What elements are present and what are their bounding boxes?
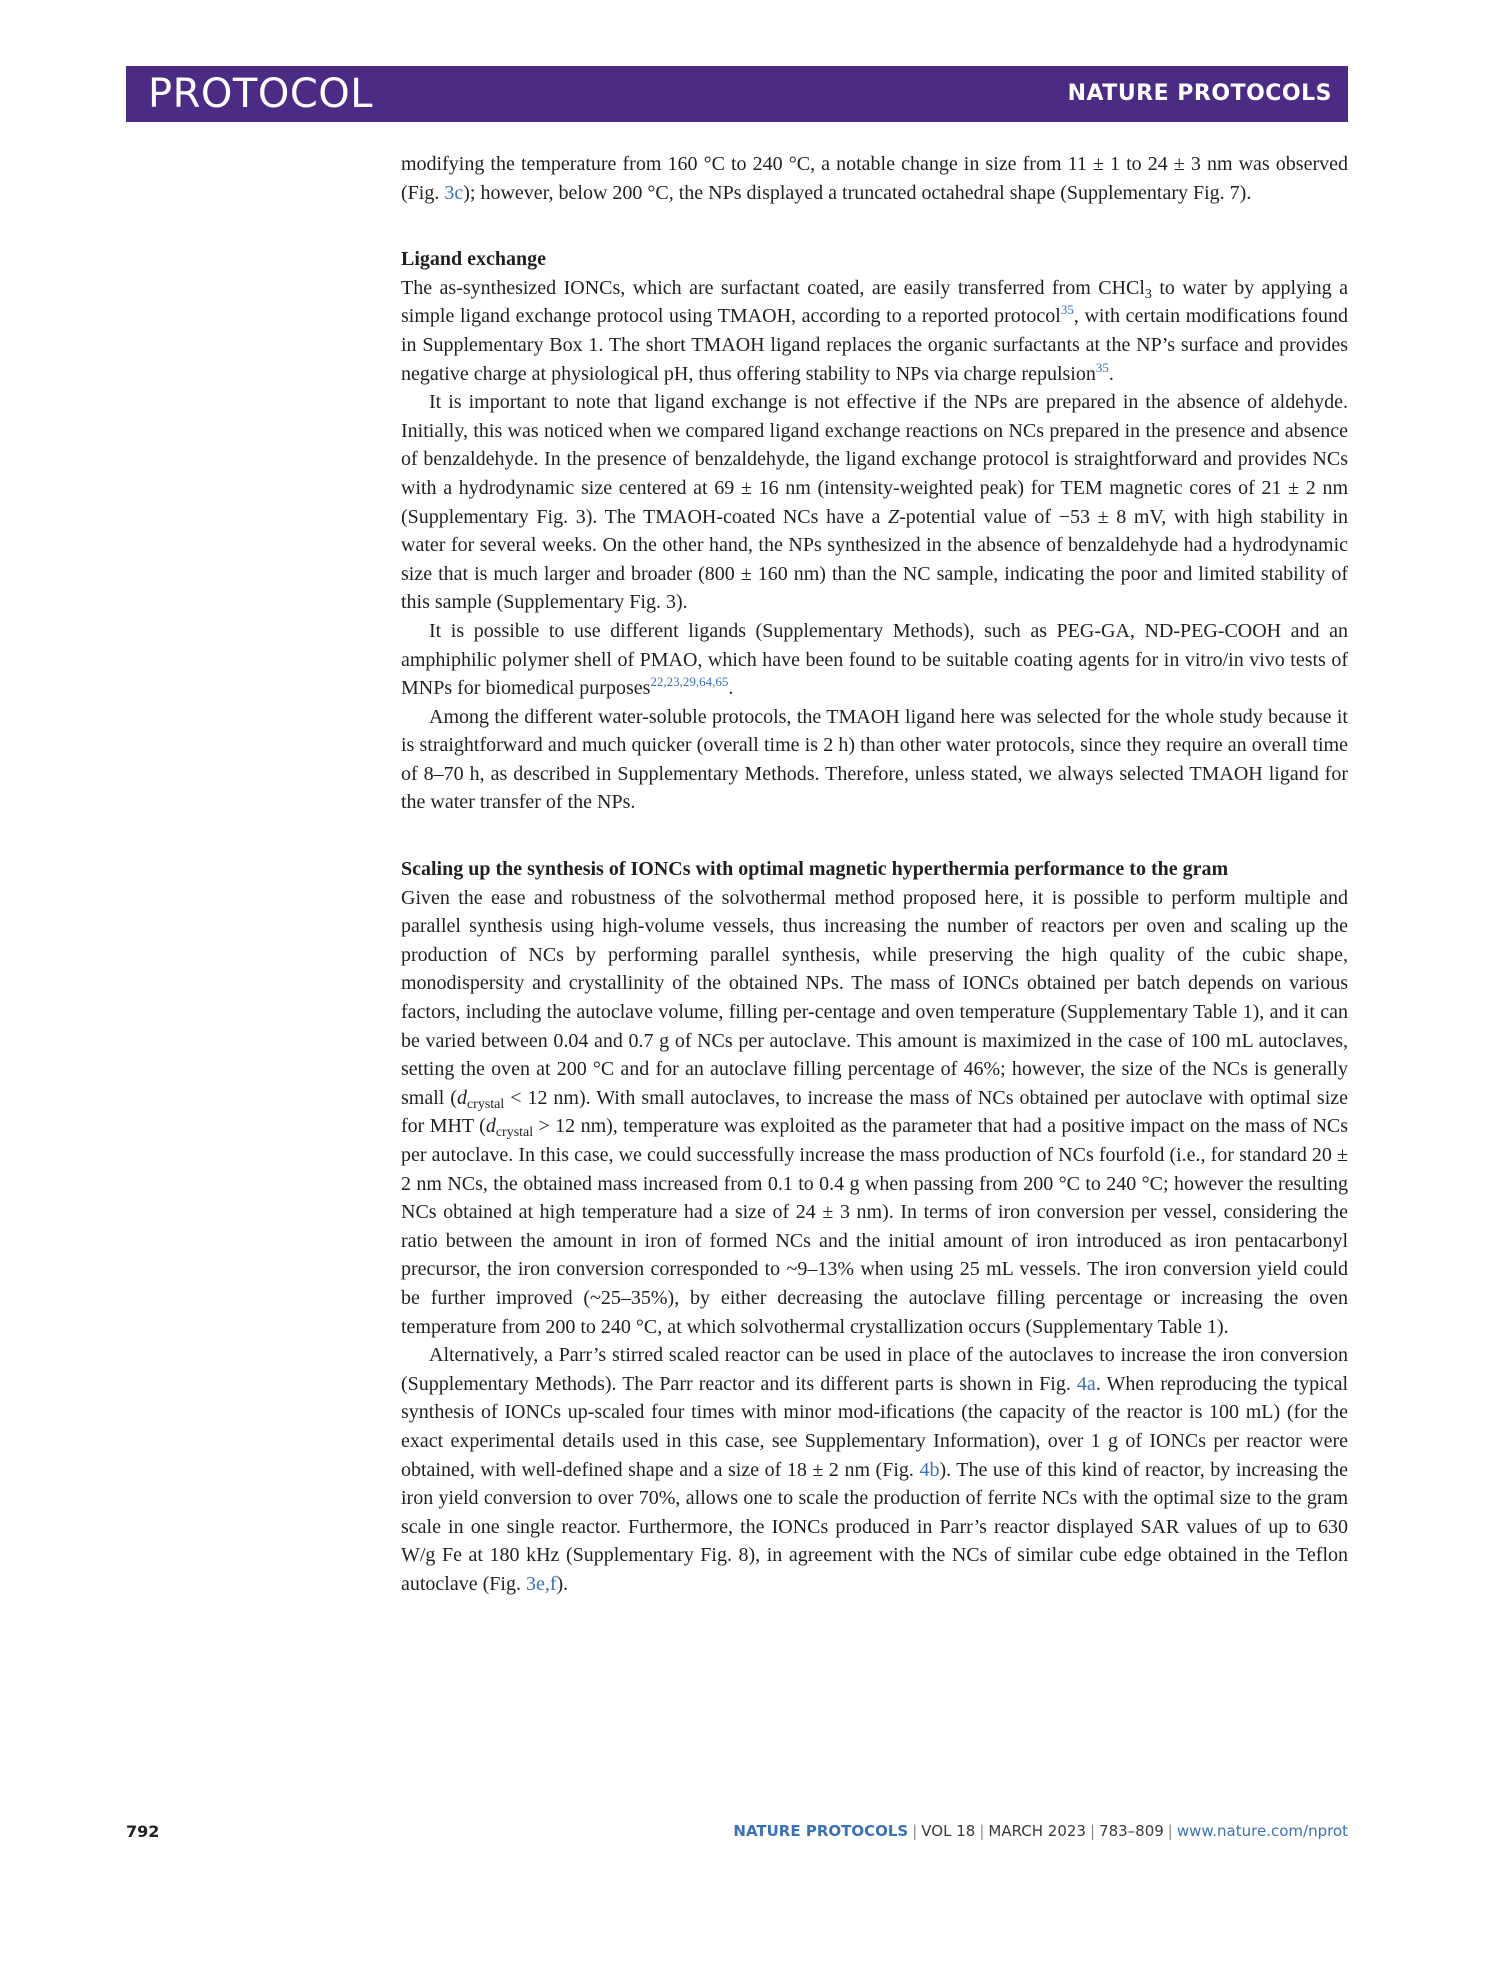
footer-citation: NATURE PROTOCOLS | VOL 18 | MARCH 2023 | 783–809 | www.nature.com/nprot (733, 1822, 1348, 1840)
paragraph: Alternatively, a Parr’s stirred scaled reactor can be used in place of the autoclaves to increase the iron conversion (Supplementary Methods). The Parr reactor and its different parts is shown in Fig. 4a. When reproducing the typical synthesis of IONCs up-scaled four times with minor mod-ifications (the capacity of the reactor is 100 mL) (for the exact experimental details used in this case, see Supplementary Information), over 1 g of IONCs per reactor were obtained, with well-defined shape and a size of 18 ± 2 nm (Fig. 4b). The use of this kind of reactor, by increasing the iron yield conversion to over 70%, allows one to scale the production of ferrite NCs with the optimal size to the gram scale in one single reactor. Furthermore, the IONCs produced in Parr’s reactor displayed SAR values of up to 630 W/g Fe at 180 kHz (Supplementary Fig. 8), in agreement with the NCs of similar cube edge obtained in the Teflon autoclave (Fig. 3e,f). (401, 1344, 1349, 1595)
paragraph: Given the ease and robustness of the solvothermal method proposed here, it is possible to perform multiple and parallel synthesis using high-volume vessels, thus increasing the number of reactors per oven and scaling up the production of NCs by performing parallel synthesis, while preserving the high quality of the cubic shape, monodispersity and crystallinity of the obtained NPs. The mass of IONCs obtained per batch depends on various factors, including the autoclave volume, filling per-centage and oven temperature (Supplementary Table 1), and it can be varied between 0.04 and 0.7 g of NCs per autoclave. This amount is maximized in the case of 100 mL autoclaves, setting the oven at 200 °C and for an autoclave filling percentage of 46%; however, the size of the NCs is generally small ($d_{crystal} < 12$ nm). With small autoclaves, to increase the mass of NCs obtained per autoclave with optimal size for MHT ($d_{crystal} > 12$ nm), temperature was exploited as the parameter that had a positive impact on the mass of NCs per autoclave. In this case, we could successfully increase the mass production of NCs fourfold (i.e., for standard 20 ± 2 nm NCs, the obtained mass increased from 0.1 to 0.4 g when passing from 200 °C to 240 °C; however the resulting NCs obtained at high temperature had a size of 24 ± 3 nm). In terms of iron conversion per vessel, considering the ratio between the amount in iron of formed NCs and the initial amount of iron introduced as iron pentacarbonyl precursor, the iron conversion corresponded to ~9–13% when using 25 mL vessels. The iron conversion yield could be further improved (~25–35%), by either decreasing the autoclave filling percentage or increasing the oven temperature from 200 to 240 °C, at which solvothermal crystallization occurs (Supplementary Table 1). (401, 886, 1349, 1338)
citation-link[interactable]: 35 (1060, 302, 1074, 318)
paragraph: It is possible to use different ligands (Supplementary Methods), such as PEG-GA, ND-PEG-COOH and an amphiphilic polymer shell of PMAO, which have been found to be suitable coating agents for in vitro/in vivo tests of MNPs for biomedical purposes$^{22,23,29,64,65}$. (401, 619, 1348, 700)
footer-date: MARCH 2023 (988, 1822, 1086, 1840)
page-number: 792 (126, 1822, 160, 1841)
footer-volume: VOL 18 (921, 1822, 976, 1840)
header-bar (126, 66, 1348, 122)
figure-link[interactable]: 4a (1076, 1372, 1096, 1395)
figure-link[interactable]: 3c (444, 181, 464, 204)
intro-paragraph: modifying the temperature from 160 °C to 240 °C, a notable change in size from 11 ± 1 to 24 ± 3 nm was observed (Fig. 3c); however, below 200 °C, the NPs displayed a truncated octahedral shape (Supplementary Fig. 7). (401, 153, 1348, 204)
paragraph: It is important to note that ligand exchange is not effective if the NPs are prepared in the absence of aldehyde. Initially, this was noticed when we compared ligand exchange reactions on NCs prepared in the presence and absence of benzaldehyde. In the presence of benzaldehyde, the ligand exchange protocol is straightforward and provides NCs with a hydrodynamic size centered at 69 ± 16 nm (intensity-weighted peak) for TEM magnetic cores of 21 ± 2 nm (Supplementary Fig. 3). The TMAOH-coated NCs have a Z-potential value of −53 ± 8 mV, with high stability in water for several weeks. On the other hand, the NPs synthesized in the absence of benzaldehyde had a hydrodynamic size that is much larger and broader (800 ± 160 nm) than the NC sample, indicating the poor and limited stability of this sample (Supplementary Fig. 3). (401, 391, 1348, 614)
paragraph: The as-synthesized IONCs, which are surfactant coated, are easily transferred from CHCl$_3$ to water by applying a simple ligand exchange protocol using TMAOH, according to a reported protocol$^{35}$, with certain modifications found in Supplementary Box 1. The short TMAOH ligand replaces the organic surfactants at the NP’s surface and provides negative charge at physiological pH, thus offering stability to NPs via charge repulsion$^{35}$. (401, 276, 1348, 385)
paragraph: Among the different water-soluble protocols, the TMAOH ligand here was selected for the whole study because it is straightforward and much quicker (overall time is 2 h) than other water protocols, since they require an overall time of 8–70 h, as described in Supplementary Methods. Therefore, unless stated, we always selected TMAOH ligand for the water transfer of the NPs. (401, 705, 1348, 814)
figure-link[interactable]: 4b (919, 1458, 940, 1481)
section-heading-ligand-exchange: Ligand exchange (401, 248, 547, 271)
footer-pages: 783–809 (1099, 1822, 1164, 1840)
article-body (401, 150, 1348, 1599)
section-label: PROTOCOL (148, 71, 374, 117)
footer-journal-name: NATURE PROTOCOLS (733, 1822, 909, 1840)
section-heading-scaling-up: Scaling up the synthesis of IONCs with optimal magnetic hyperthermia performance to the gram (401, 858, 1229, 881)
footer-url-link[interactable]: www.nature.com/nprot (1176, 1822, 1348, 1840)
journal-title: NATURE PROTOCOLS (1067, 81, 1332, 106)
figure-link[interactable]: 3e,f (525, 1572, 557, 1595)
citation-link[interactable]: 35 (1095, 359, 1109, 375)
citation-link[interactable]: 22,23,29,64,65 (650, 674, 729, 690)
